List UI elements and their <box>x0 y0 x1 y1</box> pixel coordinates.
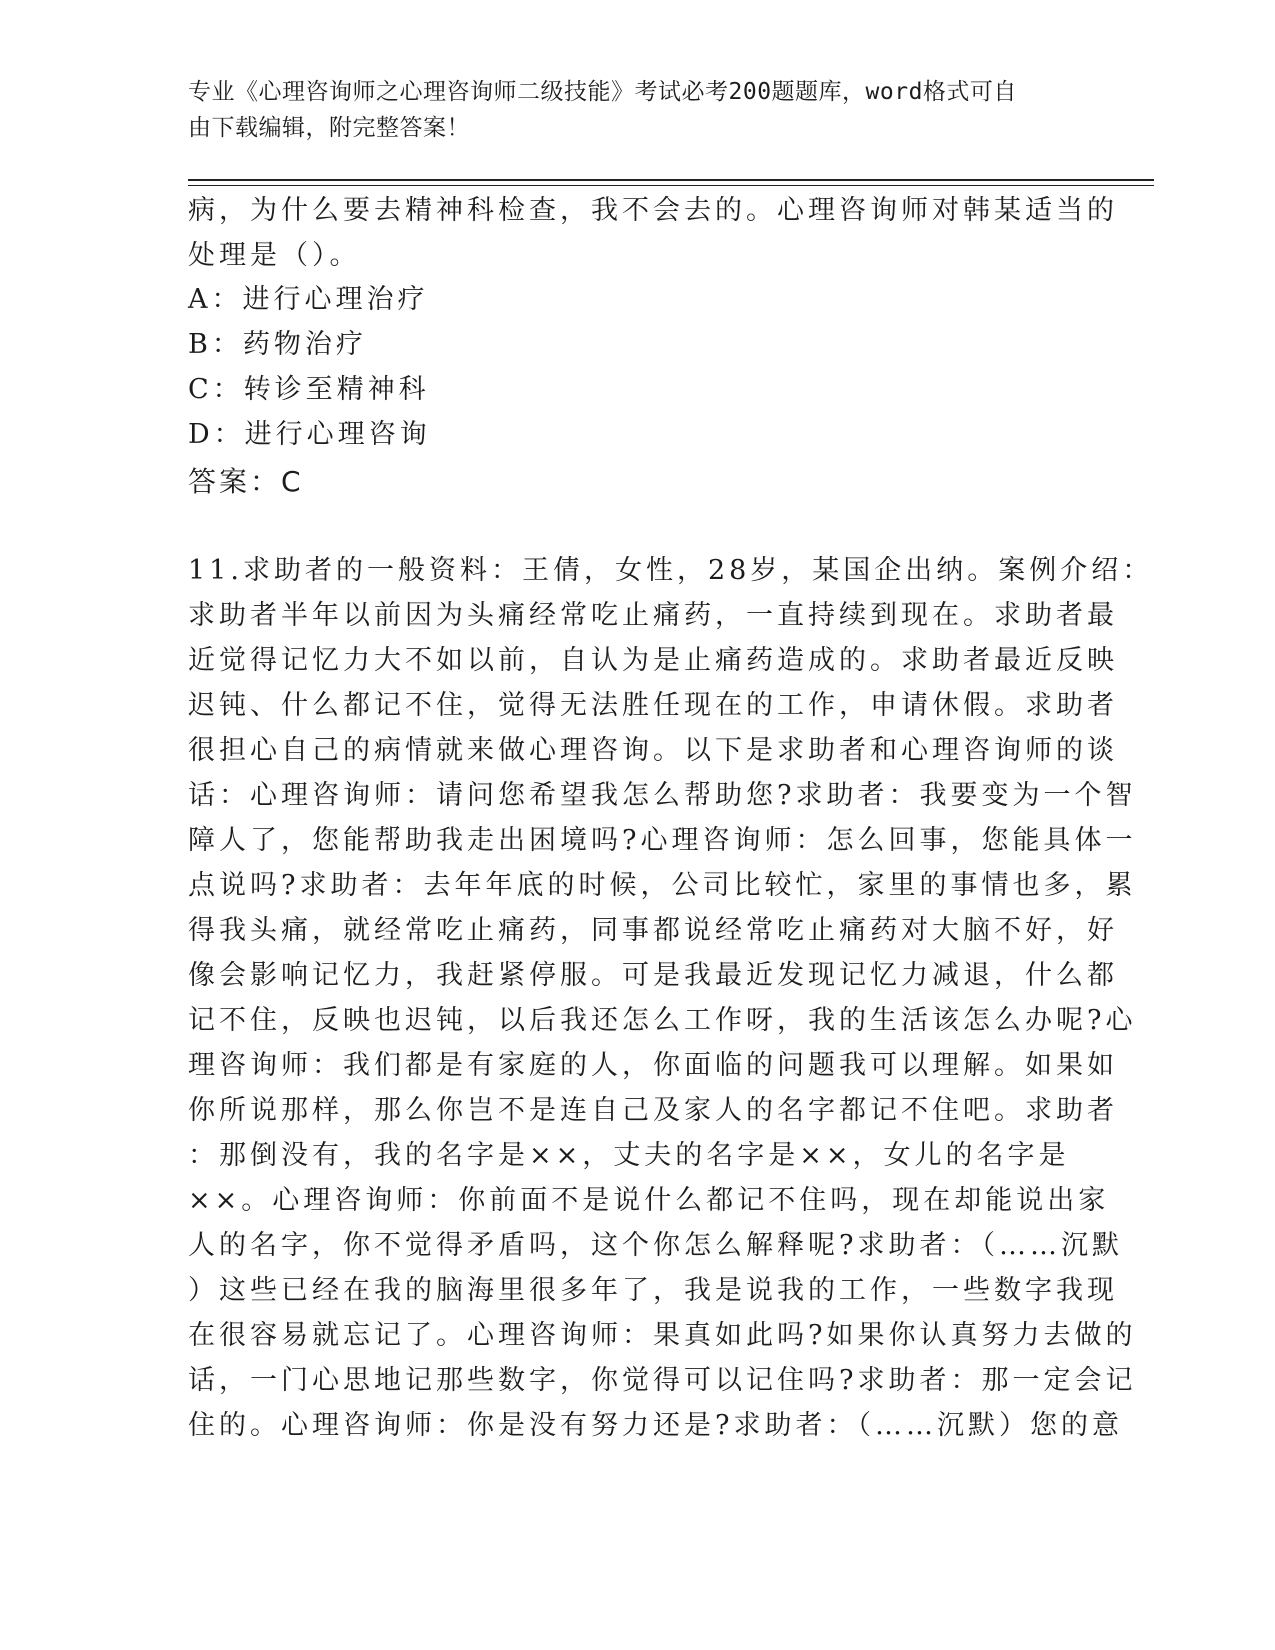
option-c: C：转诊至精神科 <box>188 374 430 405</box>
case-line: 求助者半年以前因为头痛经常吃止痛药，一直持续到现在。求助者最 <box>188 600 1118 631</box>
case-line: 点说吗?求助者：去年年底的时候，公司比较忙，家里的事情也多，累 <box>188 870 1137 901</box>
case-line: ：那倒没有，我的名字是××，丈夫的名字是××，女儿的名字是 <box>188 1140 1070 1171</box>
case-line: 住的。心理咨询师：你是没有努力还是?求助者：（……沉默）您的意 <box>188 1410 1123 1441</box>
option-d: D：进行心理咨询 <box>188 419 431 450</box>
case-line: 障人了，您能帮助我走出困境吗?心理咨询师：怎么回事，您能具体一 <box>188 825 1137 856</box>
case-line: 很担心自己的病情就来做心理咨询。以下是求助者和心理咨询师的谈 <box>188 735 1118 766</box>
option-a: A：进行心理治疗 <box>188 284 429 315</box>
question-line: 处理是（）。 <box>188 240 361 271</box>
header-line-1: 专业《心理咨询师之心理咨询师二级技能》考试必考200题题库，word格式可自 <box>188 79 1017 105</box>
case-line: 11.求助者的一般资料：王倩，女性，28岁，某国企出纳。案例介绍： <box>188 555 1154 586</box>
case-line: 你所说那样，那么你岂不是连自己及家人的名字都记不住吧。求助者 <box>188 1095 1118 1126</box>
case-line: 迟钝、什么都记不住，觉得无法胜任现在的工作，申请休假。求助者 <box>188 690 1118 721</box>
header-divider-thin <box>188 185 1154 186</box>
case-line: 像会影响记忆力，我赶紧停服。可是我最近发现记忆力减退，什么都 <box>188 960 1118 991</box>
question-line: 病，为什么要去精神科检查，我不会去的。心理咨询师对韩某适当的 <box>188 195 1118 226</box>
case-line: 在很容易就忘记了。心理咨询师：果真如此吗?如果你认真努力去做的 <box>188 1320 1137 1351</box>
page-header <box>188 74 1068 146</box>
case-line: 话，一门心思地记那些数字，你觉得可以记住吗?求助者：那一定会记 <box>188 1365 1137 1396</box>
case-line: 理咨询师：我们都是有家庭的人，你面临的问题我可以理解。如果如 <box>188 1050 1118 1081</box>
case-line: 记不住，反映也迟钝，以后我还怎么工作呀，我的生活该怎么办呢?心 <box>188 1005 1137 1036</box>
case-line: 话：心理咨询师：请问您希望我怎么帮助您?求助者：我要变为一个智 <box>188 780 1137 811</box>
header-line-2: 由下载编辑，附完整答案！ <box>188 115 470 141</box>
case-line: 近觉得记忆力大不如以前，自认为是止痛药造成的。求助者最近反映 <box>188 645 1118 676</box>
question-11-text <box>188 548 1154 1448</box>
question-continued-text <box>188 188 1118 278</box>
answer-line: 答案：C <box>188 465 304 498</box>
case-line: 得我头痛，就经常吃止痛药，同事都说经常吃止痛药对大脑不好，好 <box>188 915 1118 946</box>
case-line: ××。心理咨询师：你前面不是说什么都记不住吗，现在却能说出家 <box>188 1185 1110 1216</box>
case-line: 人的名字，你不觉得矛盾吗，这个你怎么解释呢?求助者：（……沉默 <box>188 1230 1123 1261</box>
option-b: B：药物治疗 <box>188 329 367 360</box>
case-line: ）这些已经在我的脑海里很多年了，我是说我的工作，一些数字我现 <box>188 1275 1118 1306</box>
header-divider-thick <box>188 179 1154 181</box>
